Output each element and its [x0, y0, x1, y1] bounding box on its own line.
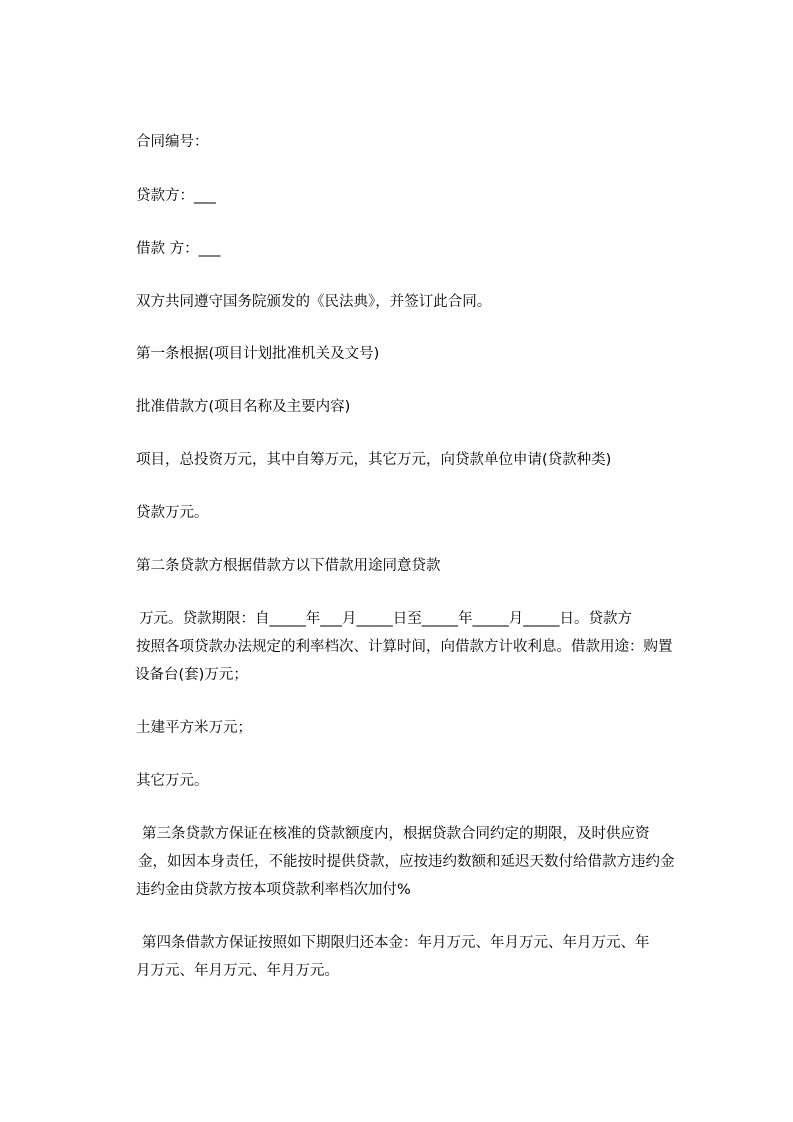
article-1-amount: 贷款万元。: [136, 505, 209, 521]
article-2-line-1: 万元。贷款期限：自_____年___月_____日至_____年_____月_____日。贷款方: [139, 611, 632, 627]
article-3-line-2: 金，如因本身责任，不能按时提供贷款，应按违约数额和延迟天数付给借款方违约金: [138, 854, 675, 870]
article-3-line-3: 违约金由贷款方按本项贷款利率档次加付%: [136, 882, 411, 898]
lender-line: 贷款方：___: [136, 188, 216, 204]
contract-number-label: 合同编号：: [136, 134, 209, 150]
article-4-line-1: 第四条借款方保证按照如下期限归还本金：年月万元、年月万元、年月万元、年: [142, 935, 650, 951]
article-2-line-2: 按照各项贷款办法规定的利率档次、计算时间，向借款方计收利息。借款用途：购置: [136, 639, 673, 655]
borrower-line: 借款 方：___: [136, 241, 221, 257]
article-2-terms: [136, 605, 708, 689]
article-1-project: 项目，总投资万元，其中自筹万元，其它万元，向贷款单位申请(贷款种类): [136, 452, 612, 468]
article-4-line-2: 月万元、年月万元、年月万元。: [136, 963, 339, 979]
article-2-civil-works: 土建平方米万元；: [136, 720, 252, 736]
preamble-paragraph: 双方共同遵守国务院颁发的《民法典》，并签订此合同。: [136, 294, 492, 310]
article-3-paragraph: [136, 820, 708, 904]
article-1-approval: 批准借款方(项目名称及主要内容): [136, 399, 351, 415]
article-3-line-1: 第三条贷款方保证在核准的贷款额度内，根据贷款合同约定的期限，及时供应资: [142, 826, 650, 842]
article-2-other: 其它万元。: [136, 773, 209, 789]
article-2-line-3: 设备台(套)万元；: [135, 667, 248, 683]
article-4-paragraph: [136, 929, 708, 985]
article-1-title: 第一条根据(项目计划批准机关及文号): [136, 346, 380, 362]
article-2-title: 第二条贷款方根据借款方以下借款用途同意贷款: [136, 558, 441, 574]
